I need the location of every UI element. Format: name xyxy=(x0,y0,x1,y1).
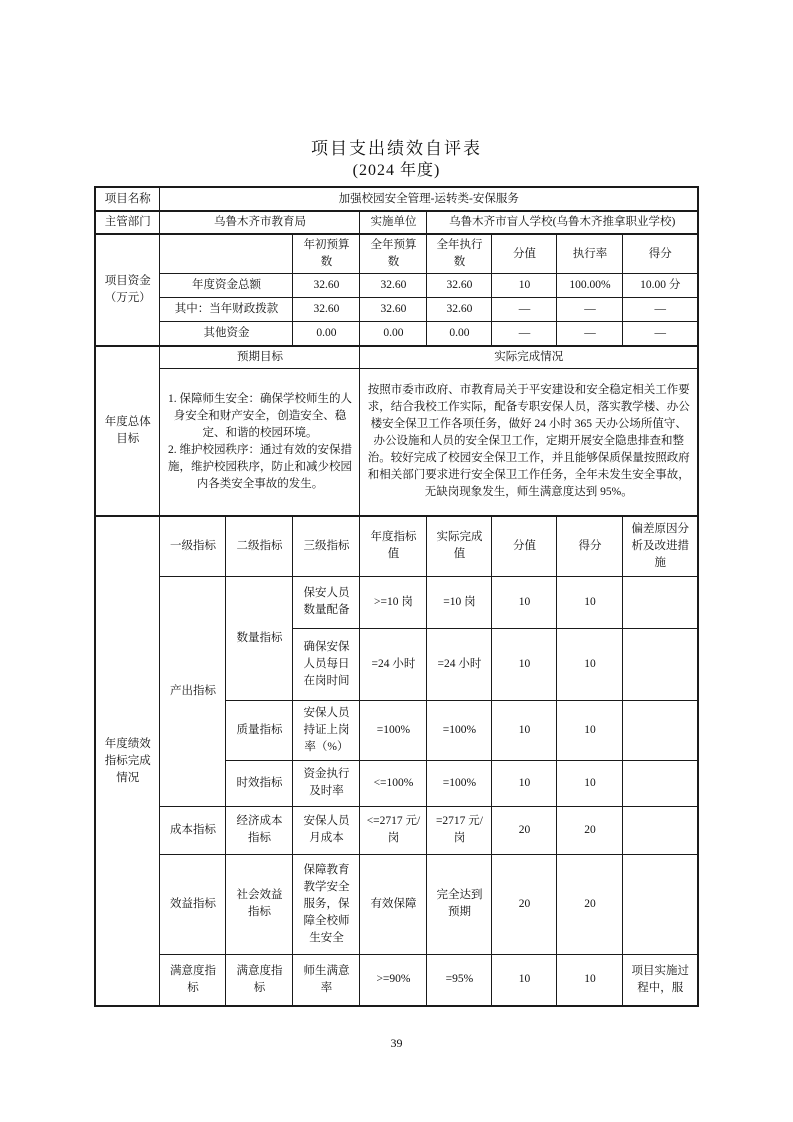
indicator-header-level3: 三级指标 xyxy=(293,516,360,576)
self-evaluation-table xyxy=(94,186,699,1007)
expected-goal-item: 2. 维护校园秩序：通过有效的安保措施，维护校园秩序，防止和减少校园内各类安全事故的发生。 xyxy=(167,443,352,490)
funding-cell: 100.00% xyxy=(557,274,623,298)
funding-cell: 32.60 xyxy=(360,274,427,298)
page-subtitle: (2024 年度) xyxy=(352,162,441,179)
indicator-header-level1: 一级指标 xyxy=(160,516,226,576)
indicator-level3-cell: 安保人员持证上岗率（%） xyxy=(293,700,360,760)
funding-row-label: 其他资金 xyxy=(160,322,293,346)
page-title: 项目支出绩效自评表 xyxy=(311,139,482,158)
indicator-header-target: 年度指标值 xyxy=(360,516,427,576)
indicator-deviation-cell xyxy=(623,806,698,854)
indicator-target-cell: <=2717 元/岗 xyxy=(360,806,427,854)
indicator-score-cell: 20 xyxy=(557,806,623,854)
funding-cell: — xyxy=(492,322,557,346)
indicator-actual-cell: =100% xyxy=(427,760,492,806)
funding-header-execution-rate: 执行率 xyxy=(557,234,623,274)
page-number: 39 xyxy=(390,1036,403,1050)
indicator-header-deviation: 偏差原因分析及改进措施 xyxy=(623,516,698,576)
actual-completion-text: 按照市委市政府、市教育局关于平安建设和安全稳定相关工作要求，结合我校工作实际，配备专职安保人员，落实教学楼、办公楼安全保卫工作各项任务，做好 24 小时 365 天办公场所值守、办公设施和人员的安全保卫工作，定期开展安全隐患排查和整治。较好完成了校园安全保卫工作，并且能够保质保量按照政府和相关部门要求进行安全保卫工作任务，全年未发生安全事故，无缺岗现象发生，师生满意度达到 95%。 xyxy=(360,368,698,516)
funding-header-annual-executed: 全年执行数 xyxy=(427,234,492,274)
indicator-points-cell: 20 xyxy=(492,854,557,954)
indicator-deviation-cell xyxy=(623,576,698,628)
indicator-actual-cell: 完全达到预期 xyxy=(427,854,492,954)
project-name-label: 项目名称 xyxy=(95,187,160,211)
indicator-level3-cell: 保安人员数量配备 xyxy=(293,576,360,628)
expected-goal-item: 1. 保障师生安全：确保学校师生的人身安全和财产安全，创造安全、稳定、和谐的校园环境。 xyxy=(167,392,352,439)
impl-unit-value: 乌鲁木齐市盲人学校(乌鲁木齐推拿职业学校) xyxy=(427,211,698,234)
indicator-level3-cell: 保障教育教学安全服务，保障全校师生安全 xyxy=(293,854,360,954)
indicator-deviation-cell xyxy=(623,628,698,700)
dept-label: 主管部门 xyxy=(95,211,160,234)
funding-cell: — xyxy=(557,298,623,322)
indicator-target-cell: >=10 岗 xyxy=(360,576,427,628)
expected-goal-text xyxy=(160,368,360,516)
indicator-score-cell: 20 xyxy=(557,854,623,954)
funding-header-score: 得分 xyxy=(623,234,698,274)
indicator-score-cell: 10 xyxy=(557,700,623,760)
indicator-level2-cell: 数量指标 xyxy=(226,576,293,700)
indicator-level1-cell: 成本指标 xyxy=(160,806,226,854)
actual-completion-header: 实际完成情况 xyxy=(360,346,698,369)
indicator-level3-cell: 师生满意率 xyxy=(293,954,360,1006)
indicator-level2-cell: 经济成本指标 xyxy=(226,806,293,854)
indicator-deviation-cell: 项目实施过程中，服 xyxy=(623,954,698,1006)
funding-cell: 0.00 xyxy=(427,322,492,346)
indicator-deviation-cell xyxy=(623,700,698,760)
indicator-actual-cell: =100% xyxy=(427,700,492,760)
indicator-points-cell: 20 xyxy=(492,806,557,854)
funding-cell: — xyxy=(623,322,698,346)
funding-row-label: 其中：当年财政拨款 xyxy=(160,298,293,322)
indicator-points-cell: 10 xyxy=(492,576,557,628)
funding-cell: — xyxy=(557,322,623,346)
indicator-target-cell: =100% xyxy=(360,700,427,760)
funding-section-label: 项目资金（万元） xyxy=(95,234,160,346)
indicator-points-cell: 10 xyxy=(492,760,557,806)
indicator-header-points: 分值 xyxy=(492,516,557,576)
indicator-deviation-cell xyxy=(623,760,698,806)
impl-unit-label: 实施单位 xyxy=(360,211,427,234)
annual-goal-section-label: 年度总体目标 xyxy=(95,346,160,517)
funding-header-initial-budget: 年初预算数 xyxy=(293,234,360,274)
indicator-header-score: 得分 xyxy=(557,516,623,576)
funding-cell: 32.60 xyxy=(427,274,492,298)
funding-cell: 10.00 分 xyxy=(623,274,698,298)
indicator-score-cell: 10 xyxy=(557,576,623,628)
indicator-level2-cell: 质量指标 xyxy=(226,700,293,760)
indicator-header-actual: 实际完成值 xyxy=(427,516,492,576)
indicator-target-cell: =24 小时 xyxy=(360,628,427,700)
indicator-level3-cell: 确保安保人员每日在岗时间 xyxy=(293,628,360,700)
funding-cell: 32.60 xyxy=(293,298,360,322)
indicator-level1-cell: 产出指标 xyxy=(160,576,226,806)
funding-row-label: 年度资金总额 xyxy=(160,274,293,298)
indicator-score-cell: 10 xyxy=(557,954,623,1006)
indicator-score-cell: 10 xyxy=(557,760,623,806)
indicators-section-label: 年度绩效指标完成情况 xyxy=(95,516,160,1006)
indicator-level1-cell: 满意度指标 xyxy=(160,954,226,1006)
indicator-level2-cell: 社会效益指标 xyxy=(226,854,293,954)
funding-cell: 0.00 xyxy=(360,322,427,346)
indicator-deviation-cell xyxy=(623,854,698,954)
indicator-level2-cell: 时效指标 xyxy=(226,760,293,806)
indicator-actual-cell: =95% xyxy=(427,954,492,1006)
indicator-target-cell: 有效保障 xyxy=(360,854,427,954)
indicator-header-level2: 二级指标 xyxy=(226,516,293,576)
funding-header-annual-budget: 全年预算数 xyxy=(360,234,427,274)
indicator-points-cell: 10 xyxy=(492,700,557,760)
indicator-level2-cell: 满意度指标 xyxy=(226,954,293,1006)
expected-goal-header: 预期目标 xyxy=(160,346,360,369)
dept-value: 乌鲁木齐市教育局 xyxy=(160,211,360,234)
indicator-level1-cell: 效益指标 xyxy=(160,854,226,954)
funding-header-points: 分值 xyxy=(492,234,557,274)
funding-blank-cell xyxy=(160,234,293,274)
funding-cell: 0.00 xyxy=(293,322,360,346)
indicator-actual-cell: =10 岗 xyxy=(427,576,492,628)
indicator-target-cell: >=90% xyxy=(360,954,427,1006)
indicator-points-cell: 10 xyxy=(492,954,557,1006)
indicator-level3-cell: 资金执行及时率 xyxy=(293,760,360,806)
funding-cell: 10 xyxy=(492,274,557,298)
funding-cell: 32.60 xyxy=(427,298,492,322)
indicator-score-cell: 10 xyxy=(557,628,623,700)
funding-cell: — xyxy=(492,298,557,322)
indicator-target-cell: <=100% xyxy=(360,760,427,806)
indicator-actual-cell: =2717 元/岗 xyxy=(427,806,492,854)
project-name-value: 加强校园安全管理-运转类-安保服务 xyxy=(160,187,698,211)
funding-cell: 32.60 xyxy=(360,298,427,322)
indicator-level3-cell: 安保人员月成本 xyxy=(293,806,360,854)
indicator-points-cell: 10 xyxy=(492,628,557,700)
funding-cell: — xyxy=(623,298,698,322)
funding-cell: 32.60 xyxy=(293,274,360,298)
indicator-actual-cell: =24 小时 xyxy=(427,628,492,700)
